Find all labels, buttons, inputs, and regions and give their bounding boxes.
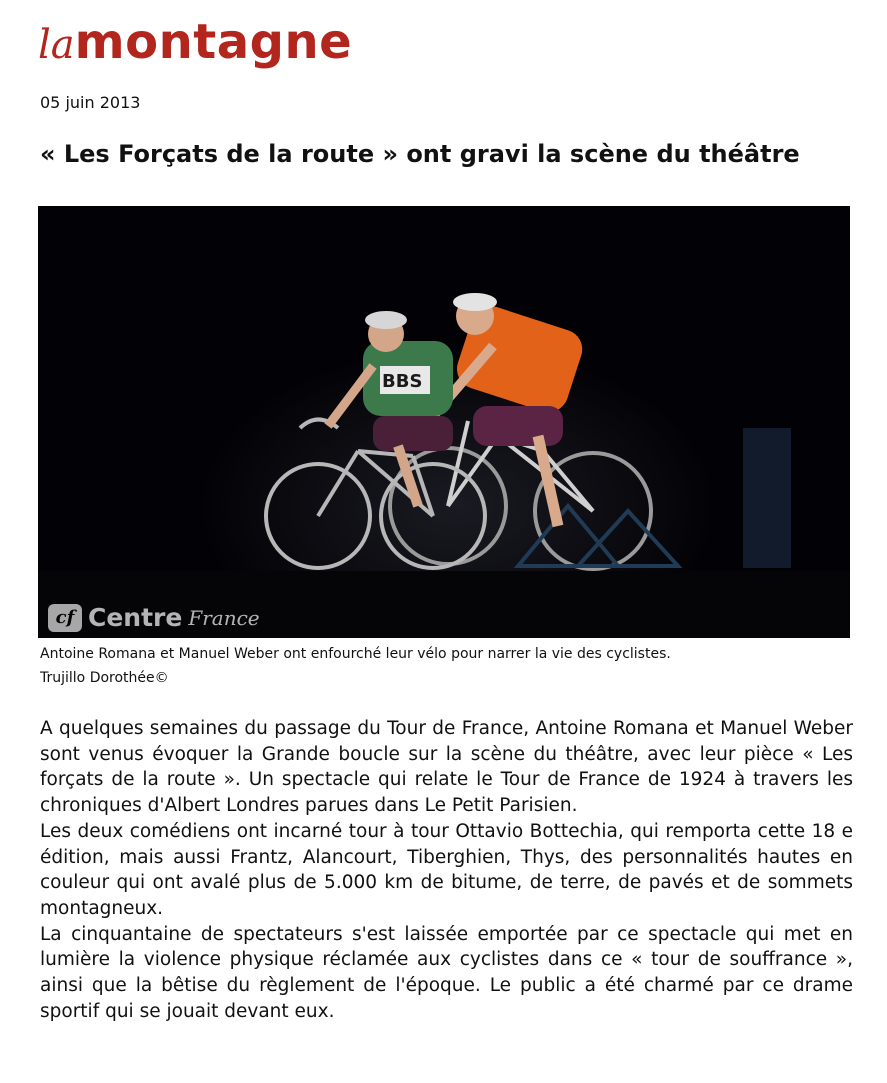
article-headline: « Les Forçats de la route » ont gravi la scène du théâtre [40, 140, 800, 168]
article-date: 05 juin 2013 [40, 93, 141, 112]
jersey-text: BBS [382, 371, 423, 392]
photo-credit: Trujillo Dorothée© [40, 670, 169, 686]
watermark-name: Centre [88, 603, 183, 632]
watermark-suffix: France [188, 605, 260, 630]
centrefrance-watermark [48, 603, 260, 632]
paragraph: A quelques semaines du passage du Tour de France, Antoine Romana et Manuel Weber sont venus évoquer la Grande boucle sur la scène du théâtre, avec leur pièce « Les forçats de la route ». Un spectacle qui relate le Tour de France de 1924 à travers les chroniques d'Albert Londres parues dans Le Petit Parisien. [40, 718, 853, 817]
article-body [40, 716, 853, 1024]
logo-name: montagne [74, 14, 353, 70]
article-photo [38, 206, 850, 638]
centrefrance-logo-icon: cf [48, 604, 82, 632]
cyclists-on-stage-illustration [38, 206, 850, 638]
logo-prefix: la [38, 22, 75, 68]
masthead-logo [38, 14, 352, 74]
caption-text: Antoine Romana et Manuel Weber ont enfourché leur vélo pour narrer la vie des cyclistes. [40, 646, 671, 662]
paragraph: La cinquantaine de spectateurs s'est laissée emportée par ce spectacle qui met en lumière la violence physique réclamée aux cyclistes dans ce « tour de souffrance », ainsi que la bêtise du règlement de l'époque. Le public a été charmé par ce drame sportif qui se jouait devant eux. [40, 923, 853, 1022]
paragraph: Les deux comédiens ont incarné tour à tour Ottavio Bottechia, qui remporta cette 18 e édition, mais aussi Frantz, Alancourt, Tiberghien, Thys, des personnalités hautes en couleur qui ont avalé plus de 5.000 km de bitume, de terre, de pavés et de sommets montagneux. [40, 820, 853, 919]
photo-caption [40, 642, 860, 690]
